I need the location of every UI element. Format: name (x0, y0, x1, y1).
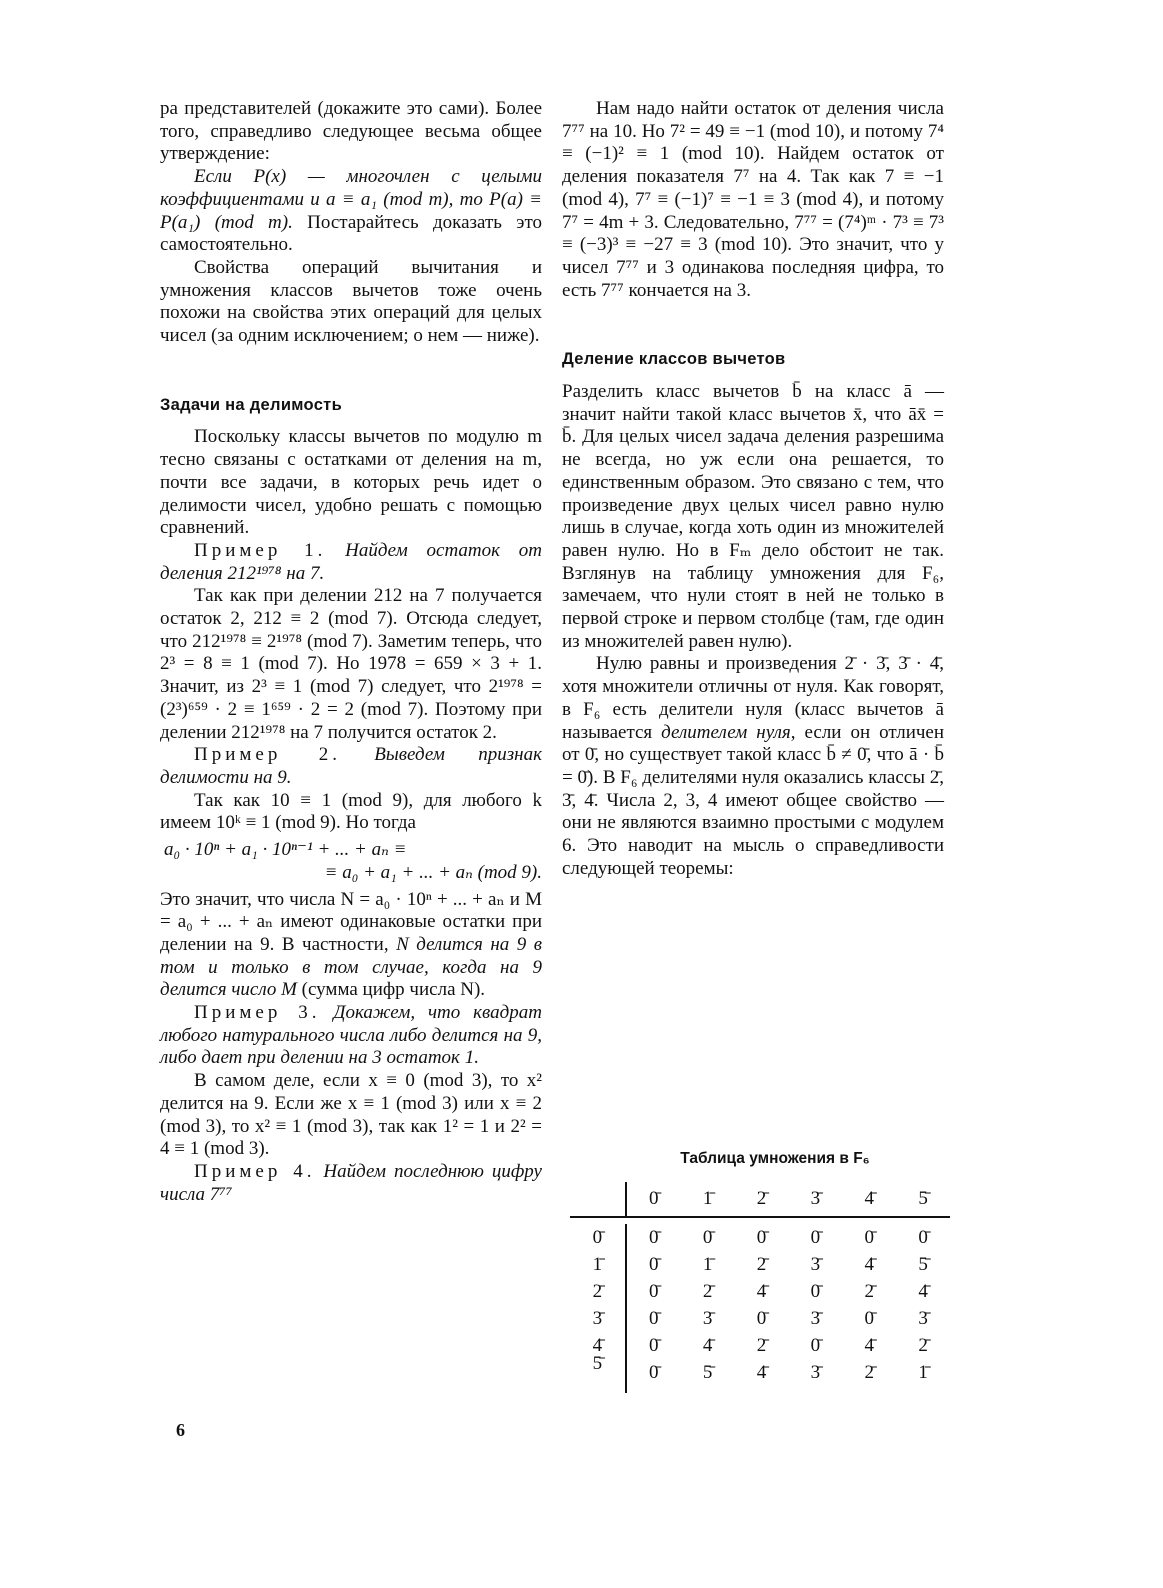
table-cell: 0̄ (649, 1253, 659, 1275)
table-cell: 0̄ (810, 1334, 821, 1356)
theorem-note: Постарайтесь доказать это самостоятельно. (160, 211, 542, 256)
row-header: 3̄ (570, 1305, 627, 1332)
table-cell: 2̄ (702, 1280, 713, 1302)
table-cell: 2̄ (864, 1361, 874, 1383)
table-cell: 1̄ (918, 1361, 928, 1383)
example-statement: Найдем последнюю цифру числа 7⁷⁷ (160, 1160, 542, 1205)
table-cell: 0̄ (810, 1226, 821, 1248)
row-header: 4̄ (570, 1332, 627, 1359)
section-heading: Задачи на делимость (160, 395, 343, 414)
column-header: 5̄ (918, 1188, 928, 1209)
table-cell: 0̄ (702, 1226, 713, 1248)
table-title: Таблица умножения в F₆ (680, 1150, 870, 1167)
table-cell: 2̄ (864, 1280, 874, 1302)
left-column (160, 98, 542, 1206)
table-cell: 0̄ (649, 1361, 659, 1383)
table-cell: 0̄ (649, 1226, 659, 1248)
paragraph: Разделить класс вычетов b̄ на класс ā — значит найти такой класс вычетов x̄, что āx̄ = b̄. Для целых чисел задача деления разрешима не всегда, но уж если она решается, то единственным образом. Это связано с тем, что произведение двух целых чисел равно нулю лишь в случае, когда хоть один из множителей равен нулю. Но в Fₘ дело обстоит не так. Взглянув на таблицу умножения для F₆, замечаем, что нули стоят в ней не только в первой строке и первом столбце (там, где один из множителей равен нулю). (562, 381, 944, 652)
table-corner (570, 1182, 627, 1216)
text: Нулю равны и произведения 2̄ · 3̄, 3̄ · 4̄, хотя множители отличны от нуля. Как говорят, в F₆ есть делители нуля (класс вычетов ā называется (562, 653, 944, 743)
table-cell: 0̄ (649, 1307, 659, 1329)
table-cell: 0̄ (810, 1280, 821, 1302)
example-label: Пример 1. (194, 539, 327, 561)
row-header: 1̄ (570, 1251, 627, 1278)
table-cell: 2̄ (918, 1334, 928, 1356)
example-label: Пример 4. (194, 1160, 316, 1182)
emphasis: N делится на 9 в том и только в том случае, когда на 9 делится число M (160, 933, 542, 1001)
table-cell: 0̄ (756, 1307, 767, 1329)
text: Это значит, что числа N = a₀ · 10ⁿ + ... + aₙ и M = a₀ + ... + aₙ имеют одинаковые остатки при делении на 9. В частности, (160, 888, 542, 955)
paragraph: Поскольку классы вычетов по модулю m тесно связаны с остатками от деления на m, почти все задачи, в которых речь идет о делимости чисел, удобно решать с помощью сравнений. (160, 426, 542, 539)
row-header: 0̄ (570, 1224, 627, 1251)
table-cell: 5̄ (918, 1253, 928, 1275)
right-column (562, 98, 944, 881)
table-row (570, 1224, 950, 1251)
table-header-row (570, 1182, 950, 1218)
example-4 (160, 1161, 542, 1206)
paragraph (160, 889, 542, 1003)
example-statement: Докажем, что квадрат любого натурального числа либо делится на 9, либо дает при делении на 3 остаток 1. (160, 1002, 542, 1069)
row-header: 2̄ (570, 1278, 627, 1305)
example-label: Пример 2. (194, 744, 341, 766)
theorem-paragraph (160, 166, 542, 257)
example-1 (160, 540, 542, 585)
emphasis: делителем нуля (661, 721, 791, 743)
table-row (570, 1352, 950, 1386)
example-2 (160, 744, 542, 789)
formula-line: ≡ a₀ + a₁ + ... + aₙ (mod 9). (324, 861, 542, 883)
table-cell: 5̄ (702, 1361, 713, 1383)
table-cell: 4̄ (864, 1334, 874, 1356)
paragraph: В самом деле, если x ≡ 0 (mod 3), то x² делится на 9. Если же x ≡ 1 (mod 3) или x ≡ 2 (mod 3), то x² ≡ 1 (mod 3), так как 1² = 1 и 2² = 4 ≡ 1 (mod 3). (160, 1070, 542, 1160)
formula-line: a₀ · 10ⁿ + a₁ · 10ⁿ⁻¹ + ... + aₙ ≡ (164, 839, 407, 861)
formula (164, 839, 542, 884)
paragraph: Так как при делении 212 на 7 получается остаток 2, 212 ≡ 2 (mod 7). Отсюда следует, что 212¹⁹⁷⁸ ≡ 2¹⁹⁷⁸ (mod 7). Заметим теперь, что 2³ = 8 ≡ 1 (mod 7). Но 1978 = 659 × 3 + 1. Значит, из 2³ ≡ 1 (mod 7) следует, что 2¹⁹⁷⁸ = (2³)⁶⁵⁹ · 2 ≡ 1⁶⁵⁹ · 2 = 2 (mod 7). Поэтому при делении 212¹⁹⁷⁸ на 7 получится остаток 2. (160, 585, 542, 743)
table-cell: 4̄ (756, 1361, 767, 1383)
table-cell: 3̄ (810, 1307, 821, 1329)
paragraph: ра представителей (докажите это сами). Более того, справедливо следующее весьма общее утверждение: (160, 98, 542, 165)
table-cell: 4̄ (702, 1334, 713, 1356)
example-label: Пример 3. (194, 1002, 321, 1024)
theorem-text: Если P(x) — многочлен с целыми коэффициентами и a ≡ a₁ (mod m), то P(a) ≡ P(a₁) (mod m). (160, 166, 542, 233)
column-header: 0̄ (649, 1188, 659, 1209)
table-cell: 3̄ (918, 1307, 928, 1329)
section-heading: Деление классов вычетов (562, 350, 786, 369)
table-cell: 2̄ (756, 1334, 767, 1356)
page-number: 6 (176, 1420, 185, 1440)
paragraph: Так как 10 ≡ 1 (mod 9), для любого k имеем 10ᵏ ≡ 1 (mod 9). Но тогда (160, 789, 542, 834)
row-header: 5̄ (570, 1353, 627, 1393)
example-3 (160, 1002, 542, 1070)
paragraph: Нам надо найти остаток от деления числа 7⁷⁷ на 10. Но 7² = 49 ≡ −1 (mod 10), и потому 7⁴ ≡ (−1)² ≡ 1 (mod 10). Найдем остаток от деления показателя 7⁷ на 4. Так как 7 ≡ −1 (mod 4), 7⁷ ≡ (−1)⁷ ≡ −1 ≡ 3 (mod 4), и потому 7⁷ = 4m + 3. Следовательно, 7⁷⁷ = (7⁴)ᵐ · 7³ ≡ 7³ ≡ (−3)³ ≡ −27 ≡ 3 (mod 10). Это значит, что у чисел 7⁷⁷ и 3 одинакова последняя цифра, то есть 7⁷⁷ кончается на 3. (562, 98, 944, 301)
column-header: 4̄ (864, 1188, 874, 1209)
table-cell: 4̄ (864, 1253, 874, 1275)
paragraph (562, 653, 944, 880)
table-cell: 1̄ (702, 1253, 713, 1275)
paragraph: Свойства операций вычитания и умножения классов вычетов тоже очень похожи на свойства этих операций для целых чисел (за одним исключением; о нем — ниже). (160, 256, 542, 347)
table-cell: 4̄ (756, 1280, 767, 1302)
table-cell: 0̄ (649, 1280, 659, 1302)
table-cell: 4̄ (918, 1280, 928, 1302)
column-header: 1̄ (702, 1188, 713, 1209)
table-cell: 0̄ (918, 1226, 928, 1248)
table-row (570, 1305, 950, 1332)
table-row (570, 1251, 950, 1278)
column-header: 2̄ (756, 1188, 767, 1209)
table-cell: 3̄ (810, 1253, 821, 1275)
table-row (570, 1278, 950, 1305)
table-cell: 0̄ (864, 1226, 874, 1248)
table-cell: 0̄ (649, 1334, 659, 1356)
table-cell: 3̄ (810, 1361, 821, 1383)
example-statement: Найдем остаток от деления 212¹⁹⁷⁸ на 7. (160, 539, 542, 584)
column-header: 3̄ (810, 1188, 821, 1209)
table-body (570, 1224, 950, 1386)
example-statement: Выведем признак делимости на 9. (160, 744, 542, 788)
table-cell: 3̄ (702, 1307, 713, 1329)
table-cell: 0̄ (756, 1226, 767, 1248)
text: , если он отличен от 0̄, но существует такой класс b̄ ≠ 0̄, что ā · b̄ = 0̄). В F₆ делителями нуля оказались классы 2̄, 3̄, 4̄. Числа 2, 3, 4 имеют общее свойство — они не являются взаимно простыми с модулем 6. Это наводит на мысль о справедливости следующей теоремы: (562, 721, 945, 879)
table-cell: 2̄ (756, 1253, 767, 1275)
table-cell: 0̄ (864, 1307, 874, 1329)
table-row (570, 1332, 950, 1359)
multiplication-table (570, 1150, 950, 1386)
text: (сумма цифр числа N). (296, 979, 486, 1001)
